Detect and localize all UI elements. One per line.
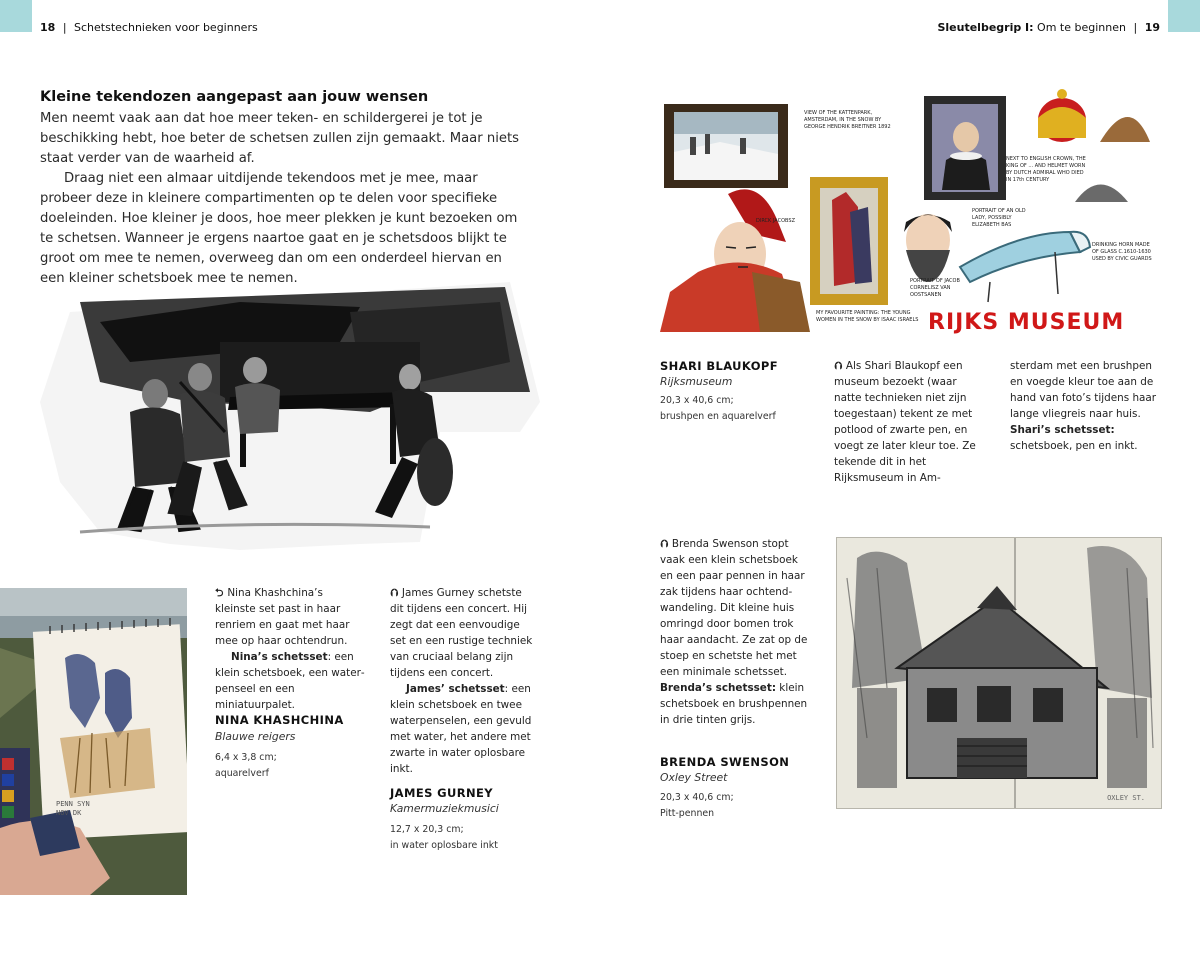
right-running-header: [937, 21, 1160, 34]
shari-size: 20,3 x 40,6 cm;: [660, 395, 734, 406]
james-work-title: Kamermuziekmusici: [390, 802, 499, 815]
brenda-medium: Pitt-pennen: [660, 808, 715, 819]
article-paragraph-1: Men neemt vaak aan dat hoe meer teken- en schildergerei je tot je beschikking hebt, hoe beter de schetsen zullen zijn gemaakt. Maar niets staat verder van de waarheid af.: [40, 111, 520, 166]
brenda-work-title: Oxley Street: [660, 771, 728, 784]
left-running-header: [40, 21, 258, 34]
article-title: Kleine tekendozen aangepast aan jouw wensen: [40, 89, 429, 105]
james-caption: [390, 585, 535, 777]
james-set-label: James’ schetsset: [406, 683, 505, 695]
nina-caption-text: Nina Khashchina’s kleinste set past in haar renriem en gaat met haar mee op haar ochtendrun.: [215, 587, 350, 647]
sketch-note-old-lady: PORTRAIT OF AN OLD LADY, POSSIBLY ELIZABETH BAS: [972, 208, 1026, 228]
arrow-up-icon: ⮉: [834, 360, 842, 372]
shari-caption-col1: [834, 358, 984, 486]
brenda-caption-text: Brenda Swenson stopt vaak een klein schetsboek en een paar pennen in haar zak tijdens haar ochtendwandeling. Dit kleine huis omringd door bomen trok haar aandacht. Ze zat op de stoep en schetste het met een minimale schetsset.: [660, 538, 808, 678]
arrow-left-icon: ⮌: [215, 587, 224, 599]
shari-caption-col2: [1010, 358, 1160, 454]
james-artist-name: JAMES GURNEY: [390, 786, 494, 800]
nina-medium: aquarelverf: [215, 768, 269, 779]
nina-caption: [215, 585, 365, 713]
arrow-up-icon: ⮉: [660, 538, 668, 550]
sketch-note-favourite: MY FAVOURITE PAINTING: THE YOUNG WOMEN IN THE SNOW BY ISAAC ISRAELS: [816, 310, 919, 323]
brenda-set-text: klein schetsboek en brushpennen in drie tinten grijs.: [660, 682, 808, 726]
james-set-text: : een klein schetsboek en twee waterpenselen, een gevuld met water, het andere met zwarte in water oplosbare inkt.: [390, 683, 532, 775]
james-size: 12,7 x 20,3 cm;: [390, 824, 464, 835]
sketch-note-crown: NEXT TO ENGLISH CROWN, THE KING OF ... AND HELMET WORN BY DUTCH ADMIRAL WHO DIED IN 17th CENTURY: [1006, 156, 1086, 183]
james-caption-text: James Gurney schetste dit tijdens een concert. Hij zegt dat een eenvoudige set en een rustige techniek van cruciaal belang zijn tijdens een concert.: [390, 587, 533, 679]
left-page-tab: [0, 0, 32, 32]
brenda-artist-name: BRENDA SWENSON: [660, 755, 790, 769]
left-header-separator: |: [62, 21, 67, 34]
sketch-note-dirck: DIRCK JACOBSZ: [756, 218, 795, 224]
article-body: [40, 109, 530, 289]
shari-work-title: Rijksmuseum: [660, 375, 733, 388]
nina-sketch-inscription: PENN SYN NOV DK: [56, 800, 90, 817]
rijksmuseum-sketch-title: RIJKS MUSEUM: [928, 310, 1125, 335]
brenda-caption: [660, 536, 810, 728]
brenda-work-meta: [660, 790, 734, 822]
rijksmuseum-sketch: [660, 82, 1160, 346]
shari-set-text: schetsboek, pen en inkt.: [1010, 440, 1138, 452]
shari-caption-text-1: Als Shari Blaukopf een museum bezoekt (waar natte technieken niet zijn toegestaan) tekent ze met potlood of zwarte pen, en voegt ze later kleur toe. Ze tekende dit in het Rijksmuseum in Am-: [834, 360, 976, 484]
nina-artist-name: NINA KHASHCHINA: [215, 713, 344, 727]
oxley-street-sketch: [836, 537, 1162, 809]
nina-work-title: Blauwe reigers: [215, 730, 296, 743]
article-paragraph-2: Draag niet een almaar uitdijende tekendoos met je mee, maar probeer deze in kleinere compartimenten op te delen voor specifieke doeleinden. Hoe kleiner je doos, hoe meer plekken je kunt bezoeken om te schetsen. Wanneer je ergens naartoe gaat en je schetsdoos blijkt te groot om mee te nemen, overweeg dan om een onderdeel hiervan en een kleiner schetsboek mee te nemen.: [40, 171, 518, 286]
shari-caption-text-2: sterdam met een brushpen en voegde kleur toe aan de hand van foto’s tijdens haar lange vliegreis naar huis.: [1010, 360, 1157, 420]
left-header-title: Schetstechnieken voor beginners: [74, 21, 258, 34]
oxley-street-inscription: OXLEY ST.: [1107, 794, 1145, 802]
james-medium: in water oplosbare inkt: [390, 840, 498, 851]
left-page-number: 18: [40, 21, 56, 34]
concert-ink-painting: [40, 282, 540, 550]
nina-set-text: : een klein schetsboek, een waterpenseel en een miniatuurpalet.: [215, 651, 365, 711]
right-header-title: Om te beginnen: [1037, 21, 1126, 34]
brenda-set-label: Brenda’s schetsset:: [660, 682, 776, 694]
right-header-separator: |: [1133, 21, 1138, 34]
shari-artist-name: SHARI BLAUKOPF: [660, 359, 778, 373]
james-work-meta: [390, 822, 498, 854]
nina-size: 6,4 x 3,8 cm;: [215, 752, 277, 763]
shari-work-meta: [660, 393, 776, 425]
brenda-size: 20,3 x 40,6 cm;: [660, 792, 734, 803]
shari-medium: brushpen en aquarelverf: [660, 411, 776, 422]
nina-set-label: Nina’s schetsset: [231, 651, 328, 663]
sketch-note-drinking-horn: DRINKING HORN MADE OF GLASS C.1610-1630 USED BY CIVIC GUARDS: [1092, 242, 1152, 262]
shari-set-label: Shari’s schetsset:: [1010, 424, 1115, 436]
sketch-note-kattenpark: VIEW OF THE KATTENPARK, AMSTERDAM, IN THE SNOW BY GEORGE HENDRIK BREITNER 1892: [804, 110, 891, 130]
nina-sketchbook-photo: [0, 588, 187, 895]
sketch-note-jacob: PORTRAIT OF JACOB CORNELISZ VAN OOSTSANEN: [910, 278, 960, 298]
right-page-tab: [1168, 0, 1200, 32]
right-page-number: 19: [1144, 21, 1160, 34]
arrow-up-icon: ⮉: [390, 587, 398, 599]
right-header-title-bold: Sleutelbegrip I:: [937, 21, 1034, 34]
nina-work-meta: [215, 750, 277, 782]
